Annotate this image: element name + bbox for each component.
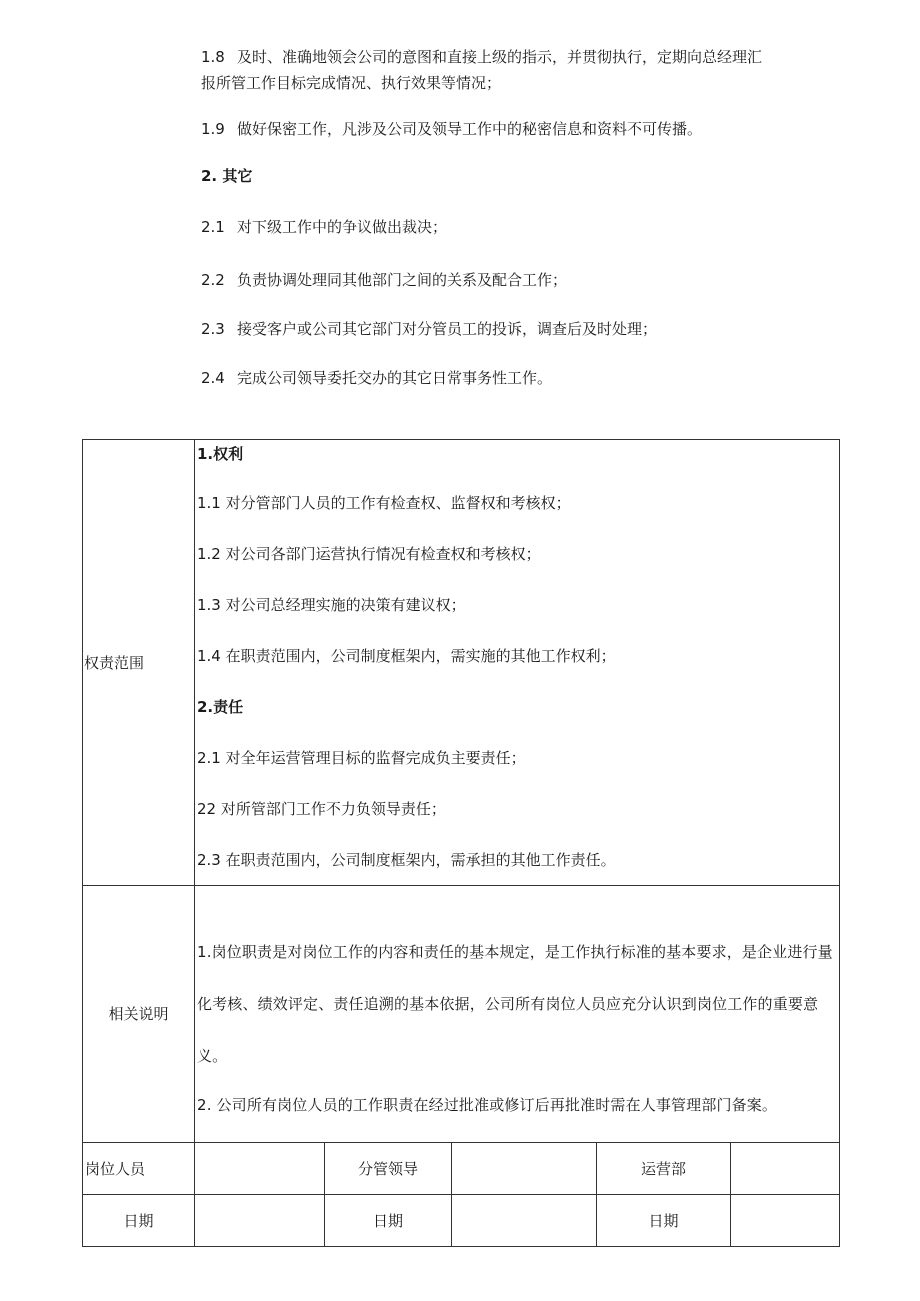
rights-item: 1.1 对分管部门人员的工作有检查权、监督权和考核权； [197,494,571,512]
signature-row [83,1143,840,1195]
scope-content-cell [195,440,840,886]
item-2-3 [201,318,657,340]
item-text: 接受客户或公司其它部门对分管员工的投诉，调查后及时处理； [237,320,658,338]
date-label-3: 日期 [597,1195,731,1247]
item-text: 报所管工作目标完成情况、执行效果等情况； [201,74,502,92]
date-field-1[interactable] [195,1195,325,1247]
notes-content-cell [195,886,840,1143]
date-field-3[interactable] [731,1195,840,1247]
date-label-2: 日期 [325,1195,452,1247]
position-staff-label: 岗位人员 [83,1143,195,1195]
note-1: 1.岗位职责是对岗位工作的内容和责任的基本规定，是工作执行标准的基本要求，是企业进行量化考核、绩效评定、责任追溯的基本依据，公司所有岗位人员应充分认识到岗位工作的重要意义。 [197,943,833,1065]
notes-row [83,886,840,1143]
rights-item: 1.3 对公司总经理实施的决策有建议权； [197,596,466,614]
item-number: 2.4 [201,369,225,387]
date-label-1: 日期 [83,1195,195,1247]
scope-label: 权责范围 [84,653,145,672]
notes-label-cell [83,886,195,1143]
item-2-4 [201,367,552,389]
item-2-1 [201,216,447,238]
item-1-8-continued [201,72,501,94]
item-text: 对下级工作中的争议做出裁决； [237,218,448,236]
date-row [83,1195,840,1247]
duties-item: 2.1 对全年运营管理目标的监督完成负主要责任； [197,749,526,767]
operations-label: 运营部 [597,1143,731,1195]
item-1-9 [201,118,702,140]
item-1-8 [201,46,762,68]
item-number: 1.9 [201,120,225,138]
duties-title: 2.责任 [197,698,244,716]
item-number: 2.2 [201,271,225,289]
supervisor-field[interactable] [452,1143,597,1195]
duties-item: 2.3 在职责范围内，公司制度框架内，需承担的其他工作责任。 [197,851,616,869]
operations-field[interactable] [731,1143,840,1195]
supervisor-label: 分管领导 [325,1143,452,1195]
note-2: 2. 公司所有岗位人员的工作职责在经过批准或修订后再批准时需在人事管理部门备案。 [197,1096,778,1114]
item-number: 1.8 [201,48,225,66]
rights-title: 1.权利 [197,445,244,463]
rights-item: 1.2 对公司各部门运营执行情况有检查权和考核权； [197,545,541,563]
rights-item: 1.4 在职责范围内，公司制度框架内，需实施的其他工作权利； [197,647,616,665]
position-staff-field[interactable] [195,1143,325,1195]
notes-label: 相关说明 [108,1005,169,1023]
item-text: 及时、准确地领会公司的意图和直接上级的指示，并贯彻执行，定期向总经理汇 [237,48,763,66]
item-number: 2.3 [201,320,225,338]
scope-row [83,440,840,886]
item-text: 完成公司领导委托交办的其它日常事务性工作。 [237,369,553,387]
item-text: 做好保密工作，凡涉及公司及领导工作中的秘密信息和资料不可传播。 [237,120,703,138]
item-2-2 [201,269,567,291]
item-number: 2.1 [201,218,225,236]
scope-label-cell [83,440,195,886]
item-text: 负责协调处理同其他部门之间的关系及配合工作； [237,271,568,289]
responsibility-table [82,439,840,1247]
section-2-title: 2. 其它 [201,167,253,185]
date-field-2[interactable] [452,1195,597,1247]
duties-item: 22 对所管部门工作不力负领导责任； [197,800,446,818]
